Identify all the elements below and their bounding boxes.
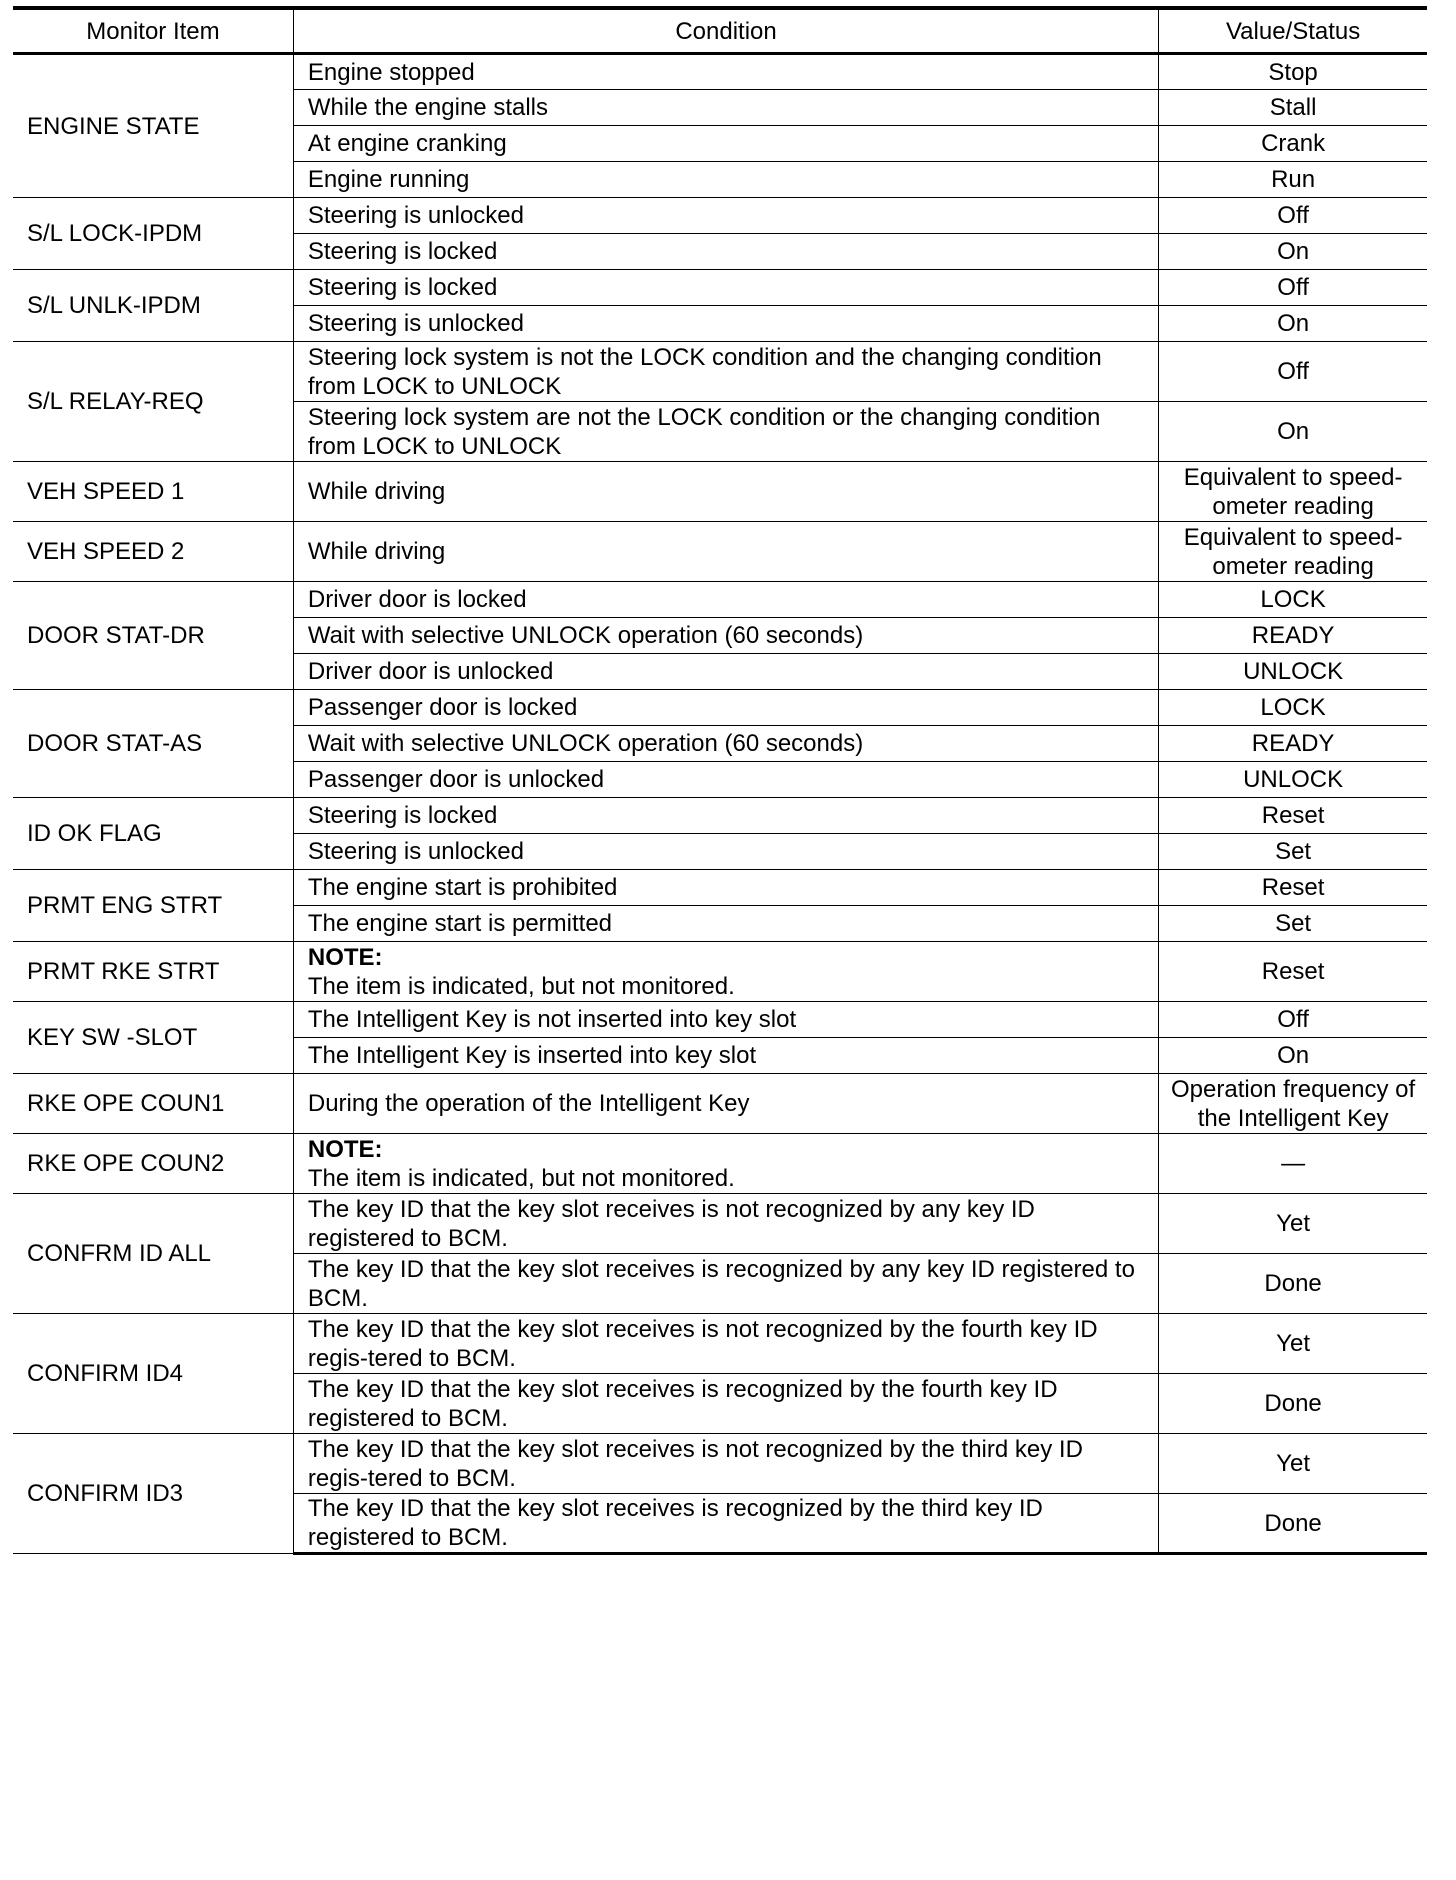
monitor-item-cell: PRMT RKE STRT: [13, 942, 293, 1002]
value-status-cell: Set: [1159, 906, 1427, 942]
table-row: [13, 690, 1427, 726]
value-status-cell: Done: [1159, 1374, 1427, 1434]
note-label: NOTE:: [307, 943, 383, 971]
condition-cell: The key ID that the key slot receives is recognized by any key ID registered to BCM.: [293, 1254, 1158, 1314]
value-status-cell: LOCK: [1159, 690, 1427, 726]
header-value-status: Value/Status: [1159, 8, 1427, 54]
table-row: [13, 54, 1427, 90]
monitor-item-cell: KEY SW -SLOT: [13, 1002, 293, 1074]
condition-cell: While driving: [293, 522, 1158, 582]
condition-cell: The engine start is permitted: [293, 906, 1158, 942]
header-condition: Condition: [293, 8, 1158, 54]
table-row: [13, 942, 1427, 1002]
monitor-item-cell: S/L LOCK-IPDM: [13, 198, 293, 270]
value-status-cell: READY: [1159, 618, 1427, 654]
condition-cell: Steering is locked: [293, 270, 1158, 306]
table-row: [13, 1002, 1427, 1038]
value-status-cell: Operation frequency of the Intelligent Key: [1159, 1074, 1427, 1134]
value-status-cell: Off: [1159, 198, 1427, 234]
condition-cell: At engine cranking: [293, 126, 1158, 162]
table-row: [13, 1074, 1427, 1134]
value-status-cell: Equivalent to speed-ometer reading: [1159, 462, 1427, 522]
value-status-cell: Off: [1159, 342, 1427, 402]
condition-cell: Steering is locked: [293, 798, 1158, 834]
value-status-cell: READY: [1159, 726, 1427, 762]
table-row: [13, 462, 1427, 522]
value-status-cell: Off: [1159, 1002, 1427, 1038]
table-header-row: [13, 8, 1427, 54]
monitor-item-cell: PRMT ENG STRT: [13, 870, 293, 942]
table-row: [13, 522, 1427, 582]
value-status-cell: Reset: [1159, 942, 1427, 1002]
value-status-cell: Yet: [1159, 1194, 1427, 1254]
condition-cell: While the engine stalls: [293, 90, 1158, 126]
value-status-cell: Done: [1159, 1494, 1427, 1554]
value-status-cell: Reset: [1159, 798, 1427, 834]
value-status-cell: Run: [1159, 162, 1427, 198]
monitor-item-cell: S/L RELAY-REQ: [13, 342, 293, 462]
note-label: NOTE:: [307, 1135, 383, 1163]
monitor-item-cell: VEH SPEED 2: [13, 522, 293, 582]
table-row: [13, 342, 1427, 402]
condition-cell: Steering is unlocked: [293, 198, 1158, 234]
condition-cell: While driving: [293, 462, 1158, 522]
condition-cell: Steering lock system are not the LOCK condition or the changing condition from LOCK to UNLOCK: [293, 402, 1158, 462]
condition-cell: Engine running: [293, 162, 1158, 198]
value-status-cell: LOCK: [1159, 582, 1427, 618]
monitor-item-cell: CONFIRM ID4: [13, 1314, 293, 1434]
condition-cell: During the operation of the Intelligent Key: [293, 1074, 1158, 1134]
monitor-item-table: [13, 6, 1427, 1555]
condition-cell: Wait with selective UNLOCK operation (60 seconds): [293, 618, 1158, 654]
table-row: [13, 870, 1427, 906]
value-status-cell: —: [1159, 1134, 1427, 1194]
table-row: [13, 270, 1427, 306]
value-status-cell: On: [1159, 234, 1427, 270]
table-row: [13, 1314, 1427, 1374]
value-status-cell: Set: [1159, 834, 1427, 870]
value-status-cell: Yet: [1159, 1434, 1427, 1494]
condition-cell: Driver door is unlocked: [293, 654, 1158, 690]
monitor-item-cell: DOOR STAT-AS: [13, 690, 293, 798]
condition-cell: [293, 1134, 1158, 1194]
condition-cell: [293, 942, 1158, 1002]
value-status-cell: UNLOCK: [1159, 654, 1427, 690]
value-status-cell: Stall: [1159, 90, 1427, 126]
monitor-item-cell: CONFIRM ID3: [13, 1434, 293, 1554]
value-status-cell: On: [1159, 1038, 1427, 1074]
monitor-item-cell: VEH SPEED 1: [13, 462, 293, 522]
value-status-cell: On: [1159, 402, 1427, 462]
value-status-cell: Off: [1159, 270, 1427, 306]
value-status-cell: Yet: [1159, 1314, 1427, 1374]
condition-cell: Driver door is locked: [293, 582, 1158, 618]
condition-cell: The engine start is prohibited: [293, 870, 1158, 906]
header-monitor-item: Monitor Item: [13, 8, 293, 54]
value-status-cell: Crank: [1159, 126, 1427, 162]
table-row: [13, 1194, 1427, 1254]
condition-cell: Steering is unlocked: [293, 834, 1158, 870]
condition-cell: Passenger door is unlocked: [293, 762, 1158, 798]
monitor-item-cell: ID OK FLAG: [13, 798, 293, 870]
condition-cell: Steering is locked: [293, 234, 1158, 270]
monitor-item-cell: CONFRM ID ALL: [13, 1194, 293, 1314]
condition-cell: Steering lock system is not the LOCK condition and the changing condition from LOCK to UNLOCK: [293, 342, 1158, 402]
table-row: [13, 1134, 1427, 1194]
monitor-item-cell: DOOR STAT-DR: [13, 582, 293, 690]
condition-cell: The Intelligent Key is inserted into key slot: [293, 1038, 1158, 1074]
note-text: The item is indicated, but not monitored.: [307, 1164, 735, 1192]
table-row: [13, 1434, 1427, 1494]
condition-cell: Engine stopped: [293, 54, 1158, 90]
value-status-cell: Reset: [1159, 870, 1427, 906]
condition-cell: Passenger door is locked: [293, 690, 1158, 726]
value-status-cell: Equivalent to speed-ometer reading: [1159, 522, 1427, 582]
condition-cell: The Intelligent Key is not inserted into key slot: [293, 1002, 1158, 1038]
table-row: [13, 582, 1427, 618]
table-row: [13, 798, 1427, 834]
value-status-cell: On: [1159, 306, 1427, 342]
condition-cell: The key ID that the key slot receives is not recognized by the third key ID regis-tered to BCM.: [293, 1434, 1158, 1494]
value-status-cell: Done: [1159, 1254, 1427, 1314]
condition-cell: The key ID that the key slot receives is recognized by the fourth key ID registered to BCM.: [293, 1374, 1158, 1434]
table-row: [13, 198, 1427, 234]
condition-cell: Wait with selective UNLOCK operation (60 seconds): [293, 726, 1158, 762]
condition-cell: The key ID that the key slot receives is recognized by the third key ID registered to BCM.: [293, 1494, 1158, 1554]
condition-cell: The key ID that the key slot receives is not recognized by the fourth key ID regis-tered to BCM.: [293, 1314, 1158, 1374]
monitor-item-cell: S/L UNLK-IPDM: [13, 270, 293, 342]
monitor-item-cell: RKE OPE COUN1: [13, 1074, 293, 1134]
value-status-cell: UNLOCK: [1159, 762, 1427, 798]
value-status-cell: Stop: [1159, 54, 1427, 90]
condition-cell: Steering is unlocked: [293, 306, 1158, 342]
monitor-item-cell: ENGINE STATE: [13, 54, 293, 198]
monitor-item-cell: RKE OPE COUN2: [13, 1134, 293, 1194]
condition-cell: The key ID that the key slot receives is not recognized by any key ID registered to BCM.: [293, 1194, 1158, 1254]
table-body: [13, 54, 1427, 1554]
note-text: The item is indicated, but not monitored.: [307, 972, 735, 1000]
